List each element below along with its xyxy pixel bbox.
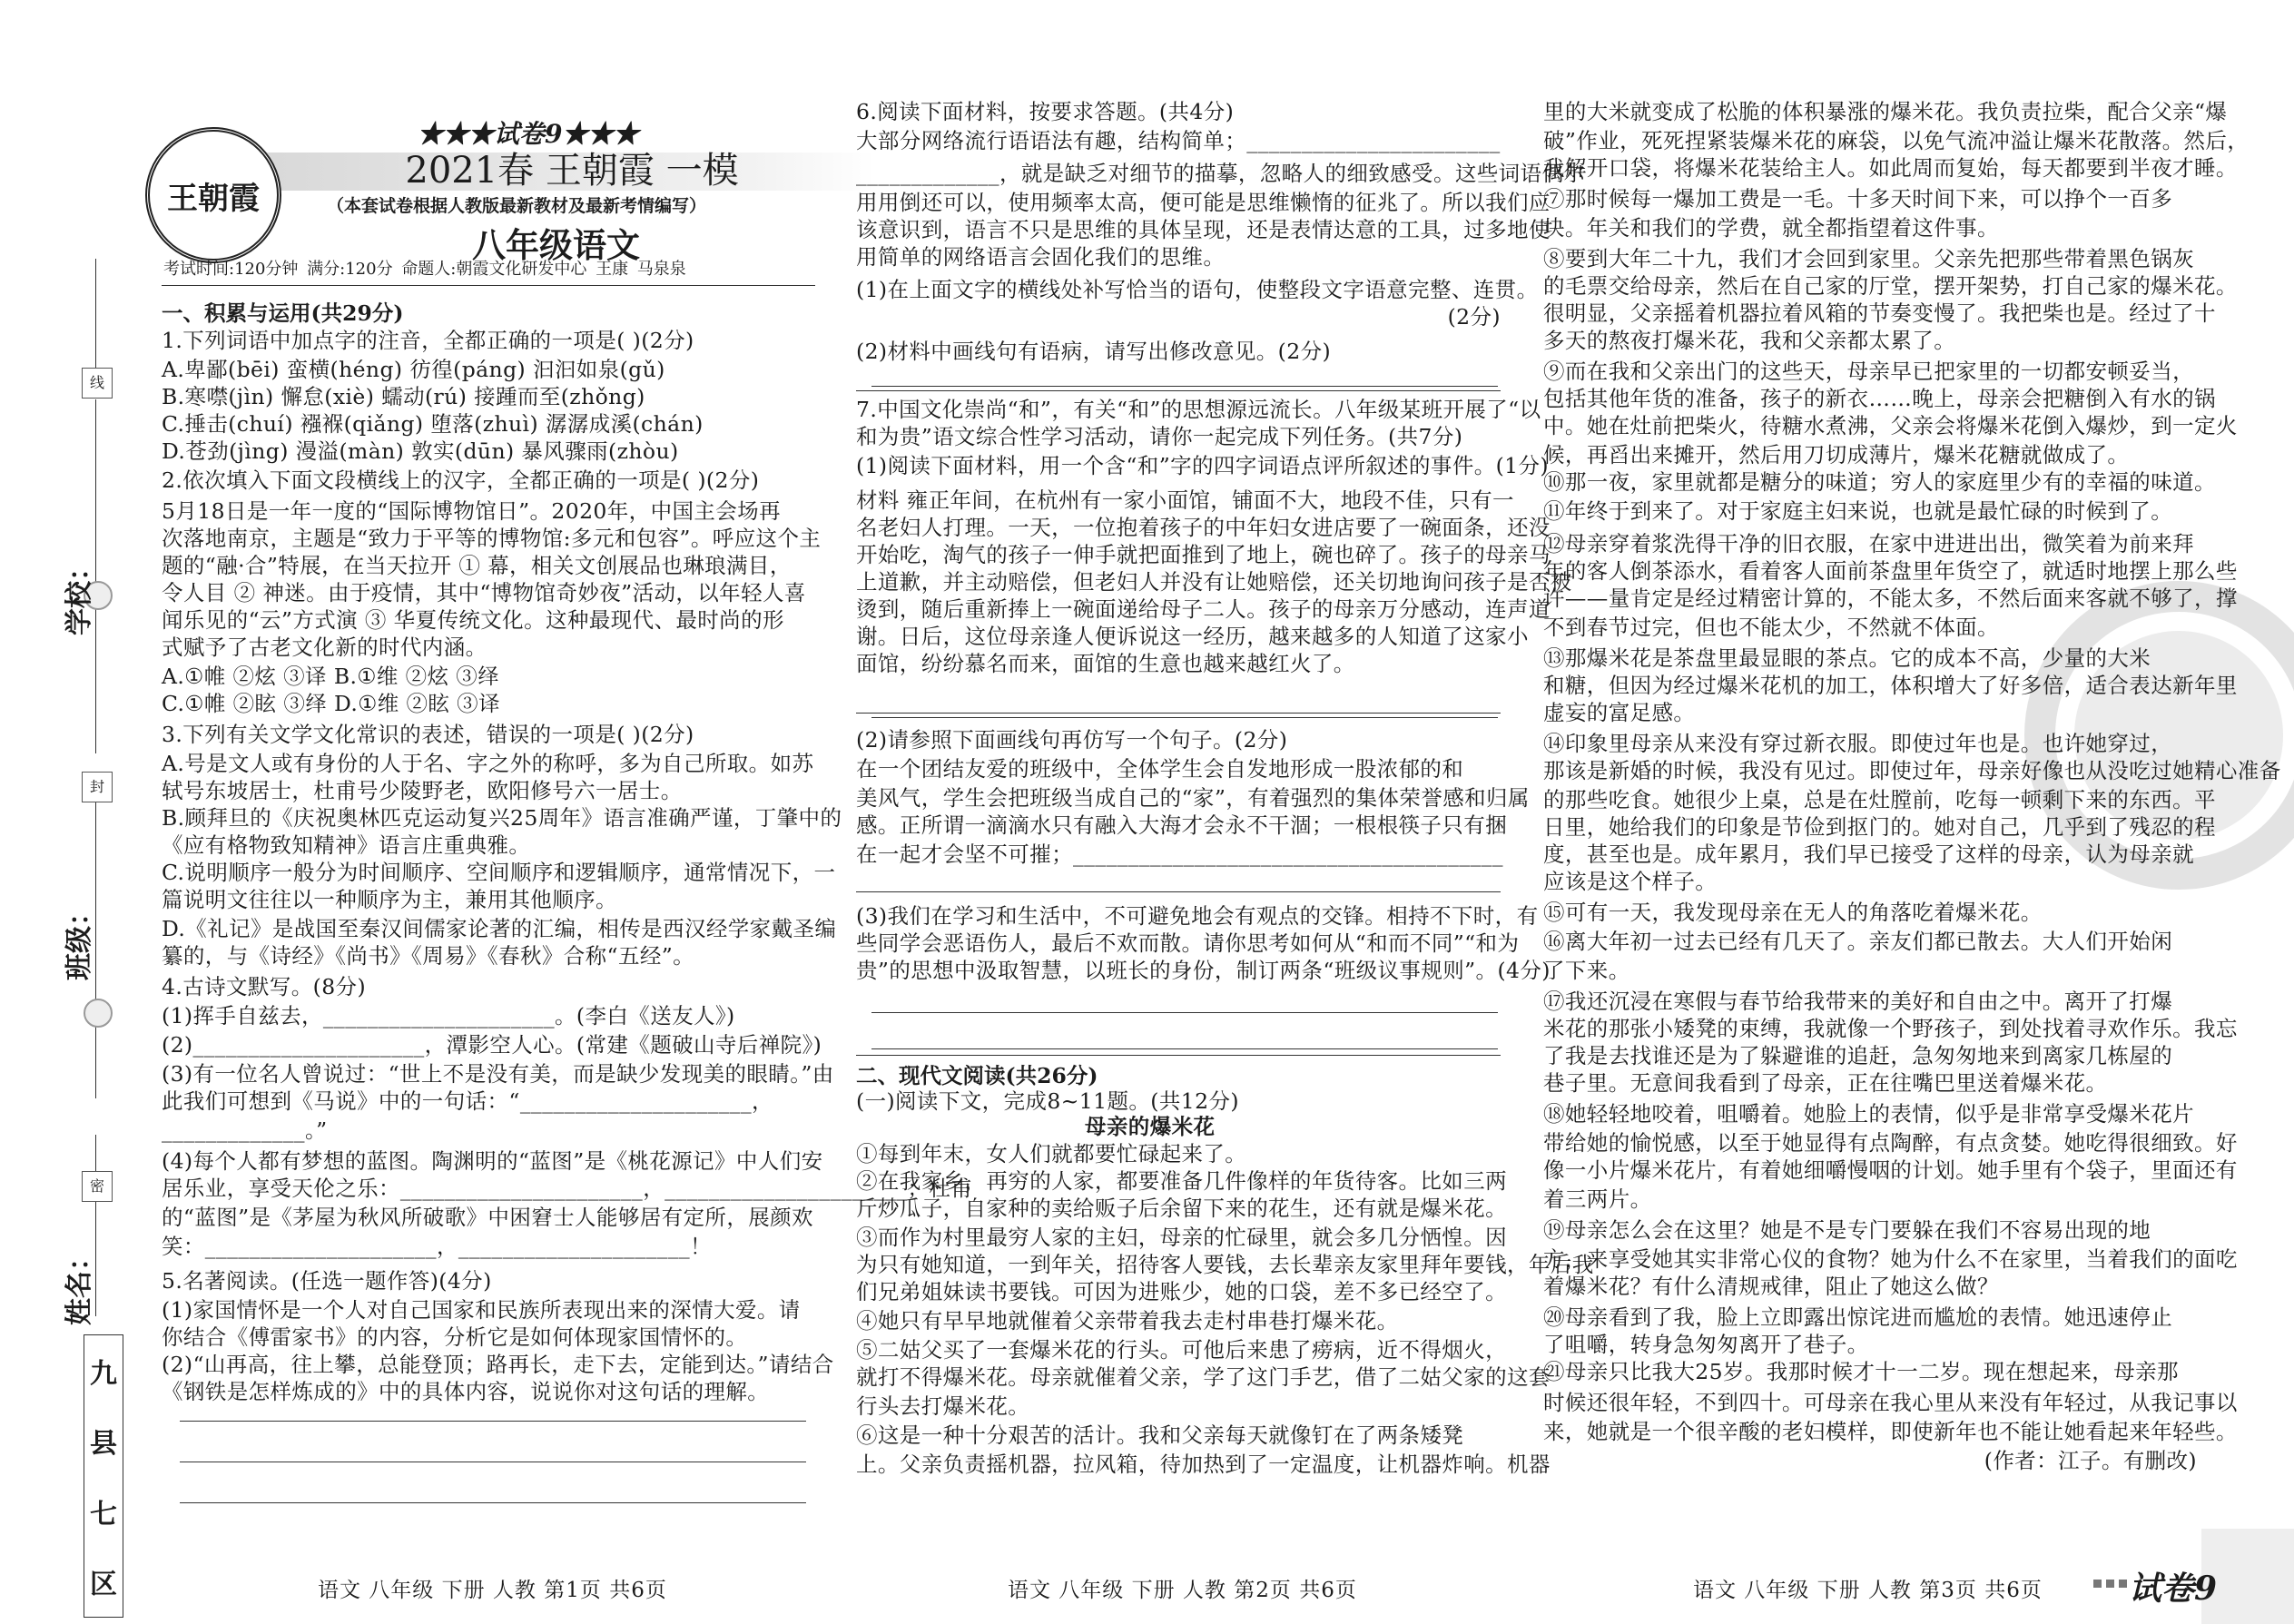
text-line: 行头去打爆米花。 — [856, 1393, 1030, 1419]
text-line: 上道歉，并主动赔偿，但老妇人并没有让她赔偿，还关切地询问孩子是否被 — [856, 569, 1572, 595]
text-line: (1)挥手自兹去，_____________________。(李白《送友人》) — [162, 1003, 735, 1029]
text-line: 美风气，学生会把班级当成自己的“家”，有着强烈的集体荣誉感和归属 — [856, 785, 1530, 811]
text-line: 6.阅读下面材料，按要求答题。(共4分) — [856, 99, 1235, 124]
seal-char-secret: 密 — [82, 1171, 113, 1202]
text-line: 多天的熬夜打爆米花，我和父亲都太累了。 — [1543, 328, 1956, 353]
corner-square — [2106, 1580, 2114, 1588]
region-box — [84, 1334, 123, 1618]
answer-line — [871, 386, 1498, 387]
text-line: 《钢铁是怎样炼成的》中的具体内容，说说你对这句话的理解。 — [162, 1379, 770, 1404]
text-line: ⑲母亲怎么会在这里？她是不是专门要躲在我们不容易出现的地 — [1543, 1217, 2151, 1243]
text-line: (1)阅读下面材料，用一个含“和”字的四字词语点评所叙述的事件。(1分) — [856, 453, 1550, 478]
region-char: 区 — [90, 1569, 117, 1601]
text-line: 在一起才会坚不可摧；_______________________________________ — [856, 842, 1503, 867]
text-line: 5月18日是一年一度的“国际博物馆日”。2020年，中国主会场再 — [162, 498, 781, 524]
text-line: 破”作业，死死捏紧装爆米花的麻袋，以免气流冲溢让爆米花散落。然后， — [1543, 128, 2250, 153]
text-line: 带给她的愉悦感，以至于她显得有点陶醉，有点贪婪。她吃得很细致。好 — [1543, 1130, 2238, 1156]
text-line: C.①帷 ②眩 ③绎 D.①维 ②眩 ③译 — [162, 691, 500, 716]
name-label: 姓名： — [64, 1244, 95, 1325]
text-line: 斤炒瓜子，自家种的卖给贩子后余留下来的花生，还有就是爆米花。 — [856, 1196, 1507, 1221]
text-line: 为只有她知道，一到年关，招待客人要钱，去长辈亲友家里拜年要钱，年后我 — [856, 1252, 1594, 1277]
text-line: 我解开口袋，将爆米花装给主人。如此周而复始，每天都要到半夜才睡。 — [1543, 155, 2238, 181]
region-char: 九 — [90, 1357, 117, 1390]
text-line: 的毛票交给母亲，然后在自己家的厅堂，摆开架势，打自己家的爆米花。 — [1543, 273, 2238, 299]
text-line: ①每到年末，女人们就都要忙碌起来了。 — [856, 1141, 1247, 1166]
text-line: 题的“融·合”特展，在当天拉开 ① 幕，相关文创展品也琳琅满目， — [162, 553, 792, 578]
text-line: 中。她在灶前把柴火，待糖水煮沸，父亲会将爆米花倒入爆炒，到一定火 — [1543, 413, 2238, 438]
text-line: 像一小片爆米花片，有着她细嚼慢咽的计划。她手里有个袋子，里面还有 — [1543, 1157, 2238, 1183]
text-line: 着三两片。 — [1543, 1186, 1652, 1212]
text-line: 巷子里。无意间我看到了母亲，正在往嘴巴里送着爆米花。 — [1543, 1070, 2108, 1096]
text-line: 和糖，但因为经过爆米花机的加工，体积增大了好多倍，适合表达新年里 — [1543, 673, 2238, 698]
text-line: 年的客人倒茶添水，看着客人面前茶盘里年货空了，就适时地摆上那么些 — [1543, 558, 2238, 584]
text-line: 的那些吃食。她很少上桌，总是在灶膛前，吃每一顿剩下来的东西。平 — [1543, 787, 2216, 812]
text-line: 轼号东坡居士，杜甫号少陵野老，欧阳修号六一居士。 — [162, 778, 683, 803]
text-line: ④她只有早早地就催着父亲带着我去走村串巷打爆米花。 — [856, 1308, 1399, 1334]
text-line: (一)阅读下文，完成8~11题。(共12分) — [856, 1088, 1239, 1114]
text-line: 和为贵”语文综合性学习活动，请你一起完成下列任务。(共7分) — [856, 424, 1463, 449]
text-line: 度，甚至也是。成年累月，我们早已接受了这样的母亲，认为母亲就 — [1543, 842, 2194, 867]
corner-paper-label: 试卷9 — [2129, 1570, 2218, 1608]
text-line: (4)每个人都有梦想的蓝图。陶渊明的“蓝图”是《桃花源记》中人们安 — [162, 1148, 823, 1174]
text-line: 纂的，与《诗经》《尚书》《周易》《春秋》合称“五经”。 — [162, 943, 695, 969]
text-line: 那该是新婚的时候，我没有见过。即使过年，母亲好像也从没吃过她精心准备 — [1543, 758, 2281, 783]
text-line: ⑳母亲看到了我，脸上立即露出惊诧进而尴尬的表情。她迅速停止 — [1543, 1304, 2173, 1330]
text-line: 贵”的思想中汲取智慧，以班长的身份，制订两条“班级议事规则”。(4分) — [856, 958, 1551, 983]
text-line: ⑨而在我和父亲出门的这些天，母亲早已把家里的一切都安顿妥当， — [1543, 359, 2194, 384]
header-divider — [162, 285, 815, 286]
text-line: ⑫母亲穿着浆洗得干净的旧衣服，在家中进进出出，微笑着为前来拜 — [1543, 531, 2194, 556]
exam-info: 考试时间:120分钟 满分:120分 命题人:朝霞文化研发中心 王康 马泉泉 — [163, 260, 686, 279]
text-line: 《应有格物致知精神》语言庄重典雅。 — [162, 832, 531, 858]
text-line: 7.中国文化崇尚“和”，有关“和”的思想源远流长。八年级某班开展了“以 — [856, 397, 1541, 422]
seal-char-line: 线 — [82, 368, 113, 399]
page-footer: 语文 八年级 下册 人教 第1页 共6页 — [318, 1579, 667, 1602]
text-line: 了咀嚼，转身急匆匆离开了巷子。 — [1543, 1332, 1869, 1357]
text-line: D.《礼记》是战国至秦汉间儒家论著的汇编，相传是西汉经学家戴圣编 — [162, 916, 837, 941]
text-line: 不到春节过完，但也不能太少，不然就不体面。 — [1543, 615, 1999, 640]
text-line: 该意识到，语言不只是思维的具体呈现，还是表情达意的工具，过多地使 — [856, 217, 1551, 242]
text-line: A.号是文人或有身份的人于名、字之外的称呼，多为自己所取。如苏 — [162, 751, 814, 776]
text-line: 日里，她给我们的印象是节俭到抠门的。她对自己，几乎到了残忍的程 — [1543, 814, 2216, 840]
text-line: (2)“山再高，往上攀，总能登顶；路再长，走下去，定能到达。”请结合 — [162, 1352, 834, 1377]
binding-margin — [0, 0, 136, 1624]
text-line: 些同学会恶语伤人，最后不欢而散。请你思考如何从“和而不同”“和为 — [856, 930, 1520, 956]
text-line: 5.名著阅读。(任选一题作答)(4分) — [162, 1268, 492, 1294]
text-line: 2.依次填入下面文段横线上的汉字，全都正确的一项是( )(2分) — [162, 468, 760, 493]
text-line: 你结合《傅雷家书》的内容，分析它是如何体现家国情怀的。 — [162, 1324, 748, 1350]
answer-line — [180, 1502, 806, 1503]
text-line: (3)有一位名人曾说过：“世上不是没有美，而是缺少发现美的眼睛。”由 — [162, 1061, 834, 1087]
text-line: 面馆，纷纷慕名而来，面馆的生意也越来越红火了。 — [856, 651, 1355, 676]
page-footer: 语文 八年级 下册 人教 第2页 共6页 — [1008, 1579, 1357, 1602]
text-line: 块。年关和我们的学费，就全都指望着这件事。 — [1543, 215, 1999, 241]
text-line: 应该是这个样子。 — [1543, 869, 1718, 894]
text-line: 米花的那张小矮凳的束缚，我就像一个野孩子，到处找着寻欢作乐。我忘 — [1543, 1016, 2238, 1041]
text-line: 方，来享受她其实非常心仪的食物？她为什么不在家里，当着我们的面吃 — [1543, 1246, 2238, 1272]
corner-square — [2093, 1580, 2102, 1588]
section-heading: 一、积累与运用(共29分) — [162, 300, 404, 326]
text-line: _____________，就是缺乏对细节的描摹，忽略人的细致感受。这些词语偶尔 — [856, 161, 1586, 186]
text-line: 在一个团结友爱的班级中，全体学生会自发地形成一股浓郁的和 — [856, 756, 1464, 782]
text-line: 居乐业，享受天伦之乐：______________________，______________________；杜甫 — [162, 1176, 973, 1201]
text-line: 们兄弟姐妹读书要钱。可因为进账少，她的口袋，差不多已经空了。 — [856, 1279, 1507, 1304]
class-label: 班级： — [64, 899, 95, 980]
text-line: (2)材料中画线句有语病，请写出修改意见。(2分) — [856, 339, 1332, 364]
text-line: 名老妇人打理。一天，一位抱着孩子的中年妇女进店要了一碗面条，还没 — [856, 515, 1551, 540]
text-line: B.顾拜旦的《庆祝奥林匹克运动复兴25周年》语言准确严谨，丁肇中的 — [162, 805, 842, 831]
text-line: ⑦那时候每一爆加工费是一毛。十多天时间下来，可以挣个一百多 — [1543, 186, 2173, 212]
text-line: C.捶击(chuí) 襁褓(qiǎng) 堕落(zhuì) 潺潺成溪(chán) — [162, 411, 704, 437]
text-line: 来，她就是一个很辛酸的老妇模样，即使新年也不能让她看起来年轻些。 — [1543, 1419, 2238, 1444]
region-char: 县 — [90, 1428, 117, 1461]
text-line: 包括其他年货的准备，孩子的新衣……晚上，母亲会把糖倒入有水的锅 — [1543, 386, 2216, 411]
text-line: 很明显，父亲摇着机器拉着风箱的节奏变慢了。我把柴也是。经过了十 — [1543, 300, 2216, 326]
binding-line — [95, 259, 96, 368]
corner-square — [2119, 1580, 2127, 1588]
region-char: 七 — [90, 1498, 117, 1530]
text-line: 的“蓝图”是《茅屋为秋风所破歌》中困窘士人能够居有定所，展颜欢 — [162, 1205, 813, 1230]
text-line: 时候还很年轻，不到四十。可母亲在我心里从来没有年轻过，从我记事以 — [1543, 1390, 2238, 1415]
brand-logo: 王朝霞 — [145, 127, 281, 263]
text-line: (作者：江子。有删改) — [1984, 1448, 2197, 1473]
text-line: (2)_____________________，潭影空人心。(常建《题破山寺后禅院》) — [162, 1032, 822, 1058]
text-line: ⑭印象里母亲从来没有穿过新衣服。即使过年也是。也许她穿过， — [1543, 731, 2173, 756]
text-line: 烫到，随后重新捧上一碗面递给母子二人。孩子的母亲万分感动，连声道 — [856, 596, 1551, 622]
text-line: ⑪年终于到来了。对于家庭主妇来说，也就是最忙碌的时候到了。 — [1543, 498, 2173, 524]
text-line: ③而作为村里最穷人家的主妇，母亲的忙碌里，就会多几分恓惶。因 — [856, 1225, 1507, 1250]
text-line: 虚妄的富足感。 — [1543, 700, 1696, 725]
text-line: 此我们可想到《马说》中的一句话：“_____________________， — [162, 1088, 773, 1114]
text-line: 大部分网络流行语语法有趣，结构简单；_______________________ — [856, 128, 1501, 153]
text-line: (1)家国情怀是一个人对自己国家和民族所表现出来的深情大爱。请 — [162, 1297, 801, 1323]
text-line: A.卑鄙(bēi) 蛮横(héng) 彷徨(páng) 汩汩如泉(gǔ) — [162, 357, 665, 382]
text-line: 闻乐见的“云”方式演 ③ 华夏传统文化。这种最现代、最时尚的形 — [162, 607, 784, 633]
exam-note: （本套试卷根据人教版最新教材及最新考情编写） — [327, 196, 707, 216]
answer-line — [871, 1048, 1498, 1049]
passage-title: 母亲的爆米花 — [1085, 1114, 1216, 1139]
text-line: 就打不得爆米花。母亲就催着父亲，学了这门手艺，借了二姑父家的这套 — [856, 1364, 1551, 1390]
text-line: 了下来。 — [1543, 958, 1630, 983]
text-line: 候，再舀出来摊开，然后用刀切成薄片，爆米花糖就做成了。 — [1543, 442, 2130, 468]
section-divider — [856, 713, 1501, 714]
text-line: D.苍劲(jìng) 漫溢(màn) 敦实(dūn) 暴风骤雨(zhòu) — [162, 438, 679, 464]
section-divider — [856, 891, 1501, 892]
text-line: 次落地南京，主题是“致力于平等的博物馆:多元和包容”。呼应这个主 — [162, 526, 822, 551]
text-line: 笑：_____________________，_____________________！ — [162, 1234, 712, 1259]
text-line: (3)我们在学习和生活中，不可避免地会有观点的交锋。相持不下时，有 — [856, 903, 1539, 929]
text-line: 了我是去找谁还是为了躲避谁的追赶，急匆匆地来到离家几栋屋的 — [1543, 1043, 2173, 1068]
text-line: C.说明顺序一般分为时间顺序、空间顺序和逻辑顺序，通常情况下，一 — [162, 860, 836, 885]
text-line: 篇说明文往往以一种顺序为主，兼用其他顺序。 — [162, 887, 617, 912]
text-line: A.①帷 ②炫 ③译 B.①维 ②炫 ③绎 — [162, 664, 500, 689]
text-line: 4.古诗文默写。(8分) — [162, 974, 367, 999]
text-line: 令人目 ② 神迷。由于疫情，其中“博物馆奇妙夜”活动，以年轻人喜 — [162, 580, 806, 605]
text-line: ⑩那一夜，家里就都是糖分的味道；穷人的家庭里少有的幸福的味道。 — [1543, 469, 2216, 495]
text-line: ㉑母亲只比我大25岁。我那时候才十一二岁。现在想起来，母亲那 — [1543, 1359, 2179, 1384]
text-line: ⑥这是一种十分艰苦的活计。我和父亲每天就像钉在了两条矮凳 — [856, 1422, 1464, 1448]
page-footer: 语文 八年级 下册 人教 第3页 共6页 — [1693, 1579, 2043, 1602]
text-line: 上。父亲负责摇机器，拉风箱，待加热到了一定温度，让机器炸响。机器 — [856, 1452, 1551, 1477]
seal-char-seal: 封 — [82, 772, 113, 802]
answer-line — [180, 1421, 806, 1422]
section-divider — [856, 1055, 1501, 1056]
text-line: 材料 雍正年间，在杭州有一家小面馆，铺面不大，地段不佳，只有一 — [856, 487, 1514, 513]
text-line: ⑧要到大年二十九，我们才会回到家里。父亲先把那些带着黑色锅灰 — [1543, 246, 2194, 271]
text-line: ⑮可有一天，我发现母亲在无人的角落吃着爆米花。 — [1543, 900, 2043, 925]
text-line: 1.下列词语中加点字的注音，全都正确的一项是( )(2分) — [162, 328, 694, 353]
text-line: 式赋予了古老文化新的时代内涵。 — [162, 635, 487, 660]
text-line: (2)请参照下面画线句再仿写一个句子。(2分) — [856, 727, 1288, 753]
text-line: B.寒噤(jìn) 懈怠(xiè) 蠕动(rú) 接踵而至(zhǒng) — [162, 384, 645, 409]
subject-title: 八年级语文 — [472, 225, 640, 265]
section-divider — [856, 390, 1501, 391]
text-line: ⑬那爆米花是茶盘里最显眼的茶点。它的成本不高，少量的大米 — [1543, 645, 2151, 671]
text-line: ⑯离大年初一过去已经有几天了。亲友们都已散去。大人们开始闲 — [1543, 929, 2173, 954]
text-line: 用简单的网络语言会固化我们的思维。 — [856, 244, 1226, 270]
text-line: _____________。” — [162, 1117, 328, 1143]
text-line: ⑱她轻轻地咬着，咀嚼着。她脸上的表情，似乎是非常享受爆米花片 — [1543, 1101, 2194, 1127]
section-heading: 二、现代文阅读(共26分) — [856, 1063, 1098, 1088]
text-line: 开始吃，淘气的孩子一伸手就把面推到了地上，碗也碎了。孩子的母亲马 — [856, 542, 1551, 567]
text-line: (1)在上面文字的横线处补写恰当的语句，使整段文字语意完整、连贯。 — [856, 277, 1539, 302]
text-line: 3.下列有关文学文化常识的表述，错误的一项是( )(2分) — [162, 722, 694, 747]
text-line: ⑰我还沉浸在寒假与春节给我带来的美好和自由之中。离开了打爆 — [1543, 989, 2173, 1014]
text-line: 里的大米就变成了松脆的体积暴涨的爆米花。我负责拉柴，配合父亲“爆 — [1543, 99, 2228, 124]
text-line: ②在我家乡，再穷的人家，都要准备几件像样的年货待客。比如三两 — [856, 1168, 1507, 1194]
text-line: (2分) — [1447, 304, 1501, 330]
text-line: ⑤二姑父买了一套爆米花的行头。可他后来患了痨病，近不得烟火， — [856, 1337, 1507, 1363]
text-line: 谢。日后，这位母亲逢人便诉说这一经历，越来越多的人知道了这家小 — [856, 624, 1529, 649]
answer-line — [871, 1012, 1498, 1013]
text-line: 感。正所谓一滴滴水只有融入大海才会永不干涸；一根根筷子只有捆 — [856, 812, 1507, 838]
binding-hole — [84, 999, 113, 1028]
text-line: 用用倒还可以，使用频率太高，便可能是思维懒惰的征兆了。所以我们应 — [856, 190, 1551, 215]
text-line: 着爆米花？有什么清规戒律，阻止了她这么做？ — [1543, 1274, 1999, 1299]
exam-title: 2021春 王朝霞 一模 — [405, 150, 739, 192]
text-line: 许——量肯定是经过精密计算的，不能太多，不然后面来客就不够了，撑 — [1543, 586, 2238, 611]
answer-line — [871, 717, 1498, 718]
paper-number: ★★★试卷9★★★ — [418, 119, 639, 149]
school-label: 学校： — [64, 554, 95, 635]
